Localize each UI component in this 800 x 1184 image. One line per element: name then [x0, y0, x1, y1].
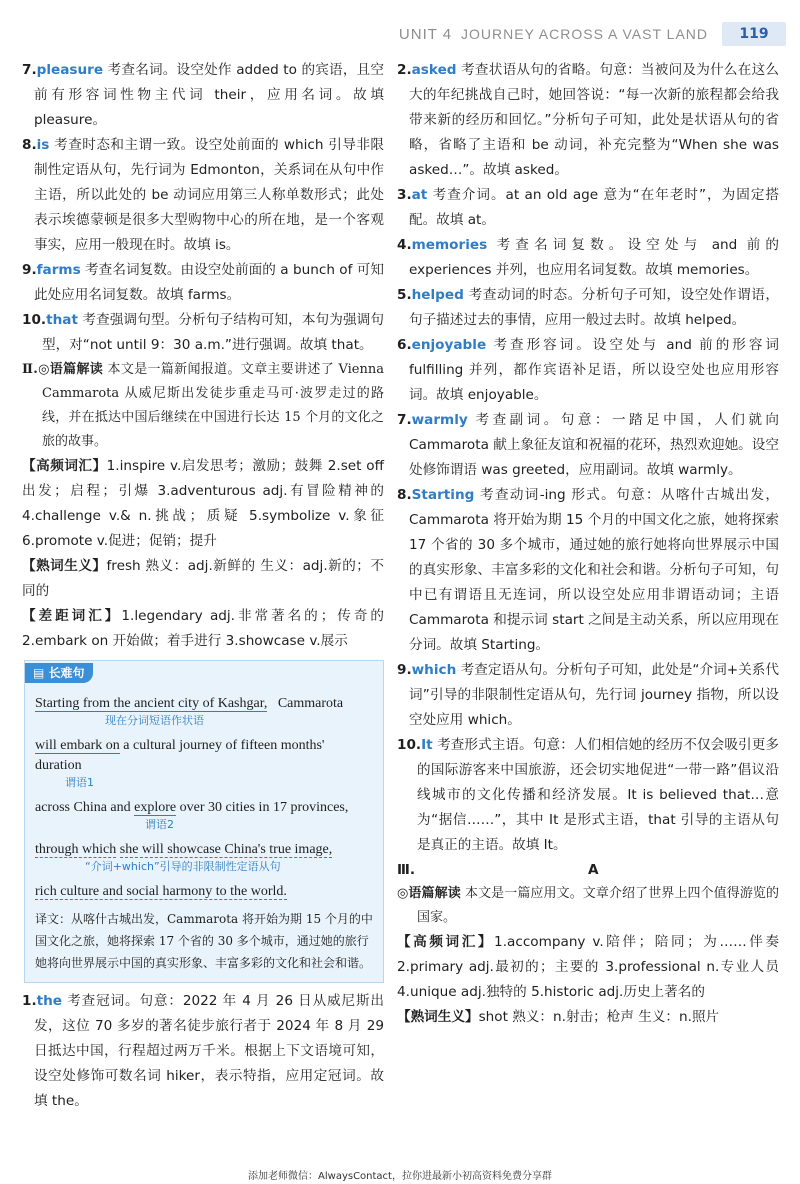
answer-item: 10.It 考查形式主语。句意：人们相信她的经历不仅会吸引更多的国际游客来中国旅游，还会切实地促进“一带一路”倡议沿线城市的文化传播和经济发展。It is believed that…意为“据信……”，其中 It 是形式主语，that 引导的主语从句是真正的主语。故填 It。: [397, 737, 779, 853]
grammar-note: “介词+which”引导的非限制性定语从句: [85, 860, 281, 873]
unit-label: UNIT 4: [398, 26, 453, 43]
answer-item: 1.the 考查冠词。句意：2022 年 4 月 26 日从威尼斯出发，这位 70 多岁的著名徒步旅行者于 2024 年 8 月 29 日抵达中国，行程超过两万千米。根据上下文语境可知，设空处修饰可数名词 hiker，表示特指，应用定冠词。故填 the。: [22, 993, 384, 1109]
grammar-note: 谓语2: [145, 818, 174, 831]
answer-item: 9.farms 考查名词复数。由设空处前面的 a bunch of 可知此处应用名词复数。故填 farms。: [22, 262, 384, 303]
long-sentence-title: ▤ 长难句: [25, 663, 93, 683]
right-column: [397, 58, 779, 1030]
answer-item: 7.pleasure 考查名词。设空处作 added to 的宾语，且空前有形容词性物主代词 their，应用名词。故填 pleasure。: [22, 62, 384, 128]
unit-title: [399, 26, 708, 43]
answer-word: memories: [411, 237, 488, 253]
footer-note: 添加老师微信：AlwaysContact，拉你进最新小初高资料免费分享群: [248, 1171, 552, 1182]
vocab-familiar-new: 【熟词生义】shot 熟义：n.射击；枪声 生义：n.照片: [397, 1009, 720, 1025]
answer-word: the: [36, 993, 63, 1009]
answer-item: 3.at 考查介词。at an old age 意为“在年老时”，为固定搭配。故填 at。: [397, 187, 779, 228]
answer-word: is: [36, 137, 50, 153]
section-heading: Ⅲ. A: [397, 862, 599, 878]
answer-word: which: [411, 662, 457, 678]
grammar-note: 谓语1: [65, 776, 94, 789]
answer-word: asked: [411, 62, 457, 78]
grammar-note: 现在分词短语作状语: [105, 714, 204, 727]
answer-item: 9.which 考查定语从句。分析句子可知，此处是“介词+关系代词”引导的非限制性定语从句，先行词 journey 指物，所以设空处应用 which。: [397, 662, 779, 728]
answer-item: 8.is 考查时态和主谓一致。设空处前面的 which 引导非限制性定语从句，先行词为 Edmonton，关系词在从句中作主语，所以此处的 be 动词应用第三人称单数形式；此处表示埃德蒙顿是很多大型购物中心的所在地，是一个客观事实，应用一般现在时。故填 is。: [22, 137, 384, 253]
page-number: 119: [722, 22, 786, 46]
sentence-line: through which she will showcase China's true image,: [35, 842, 333, 857]
answer-word: helped: [411, 287, 464, 303]
answer-item: 7.warmly 考查副词。句意：一踏足中国，人们就向 Cammarota 献上象征友谊和祝福的花环，热烈欢迎她。设空处修饰谓语 was greeted，应用副词。故填 warmly。: [397, 412, 779, 478]
unit-subtitle: JOURNEY ACROSS A VAST LAND: [461, 26, 708, 42]
answer-word: that: [46, 312, 78, 328]
sentence-line: across China and explore over 30 cities in 17 provinces,: [35, 800, 349, 815]
answer-item: 2.asked 考查状语从句的省略。句意：当被问及为什么在这么大的年纪挑战自己时，她回答说：“每一次新的旅程都会给我带来新的经历和回忆。”分析句子可知，此处是状语从句的省略，省略了主语和 be 动词，补充完整为“When she was asked…”。故填 asked。: [397, 62, 779, 178]
answer-word: at: [411, 187, 428, 203]
translation: 译文：从喀什古城出发，Cammarota 将开始为期 15 个月的中国文化之旅，她将探索 17 个省的 30 多个城市，通过她的旅行她将向世界展示中国的真实形象、丰富多彩的文化和社会和谐。: [35, 912, 373, 970]
answer-item: 6.enjoyable 考查形容词。设空处与 and 前的形容词 fulfilling 并列，都作宾语补足语，所以设空处也应用形容词。故填 enjoyable。: [397, 337, 779, 403]
answer-word: farms: [36, 262, 81, 278]
left-column: [22, 58, 384, 1114]
section-summary: ◎语篇解读 本文是一篇应用文。文章介绍了世界上四个值得游览的国家。: [397, 886, 779, 925]
vocab-high-frequency: 【高频词汇】1.accompany v.陪伴；陪同；为……伴奏 2.primary adj.最初的；主要的 3.professional n.专业人员 4.unique adj.独特的 5.historic adj.历史上著名的: [397, 934, 780, 1000]
answer-item: 10.that 考查强调句型。分析句子结构可知，本句为强调句型，对“not until 9：30 a.m.”进行强调。故填 that。: [22, 312, 384, 353]
answer-item: 8.Starting 考查动词-ing 形式。句意：从喀什古城出发，Cammarota 将开始为期 15 个月的中国文化之旅，她将探索 17 个省的 30 多个城市，通过她的旅行她将向世界展示中国的真实形象、丰富多彩的文化和社会和谐。分析句子可知，句中已有谓语且无连词，所以设空处应用非谓语动词；主语 Cammarota 和提示词 start 之间是主动关系，所以应用现在分词。故填 Starting。: [397, 487, 779, 653]
answer-item: 5.helped 考查动词的时态。分析句子可知，设空处作谓语，句子描述过去的事情，应用一般过去时。故填 helped。: [397, 287, 779, 328]
answer-word: warmly: [411, 412, 468, 428]
vocab-gap: 【差距词汇】1.legendary adj.非常著名的；传奇的 2.embark on 开始做；着手进行 3.showcase v.展示: [22, 608, 385, 649]
vocab-high-frequency: 【高频词汇】1.inspire v.启发思考；激励；鼓舞 2.set off 出发；启程；引爆 3.adventurous adj.有冒险精神的 4.challenge v.& n.挑战；质疑 5.symbolize v.象征 6.promote v.促进；促销；提升: [22, 458, 384, 549]
sentence-line: will embark on a cultural journey of fifteen months' duration: [35, 738, 325, 773]
answer-word: pleasure: [36, 62, 104, 78]
answer-word: Starting: [411, 487, 475, 503]
sentence-line: Starting from the ancient city of Kashgar, Cammarota: [35, 696, 344, 711]
sentence-line: rich culture and social harmony to the world.: [35, 884, 287, 899]
long-sentence-box: [24, 660, 384, 983]
answer-word: enjoyable: [411, 337, 487, 353]
page-header: [0, 0, 800, 46]
vocab-familiar-new: 【熟词生义】fresh 熟义：adj.新鲜的 生义：adj.新的；不同的: [22, 558, 384, 599]
section-summary: Ⅱ.◎语篇解读 本文是一篇新闻报道。文章主要讲述了 Vienna Cammarota 从威尼斯出发徒步重走马可·波罗走过的路线，并在抵达中国后继续在中国进行长达 15 个月的文化之旅的故事。: [22, 362, 384, 449]
answer-item: 4.memories 考查名词复数。设空处与 and 前的 experiences 并列，也应用名词复数。故填 memories。: [397, 237, 779, 278]
answer-word: It: [421, 737, 433, 753]
